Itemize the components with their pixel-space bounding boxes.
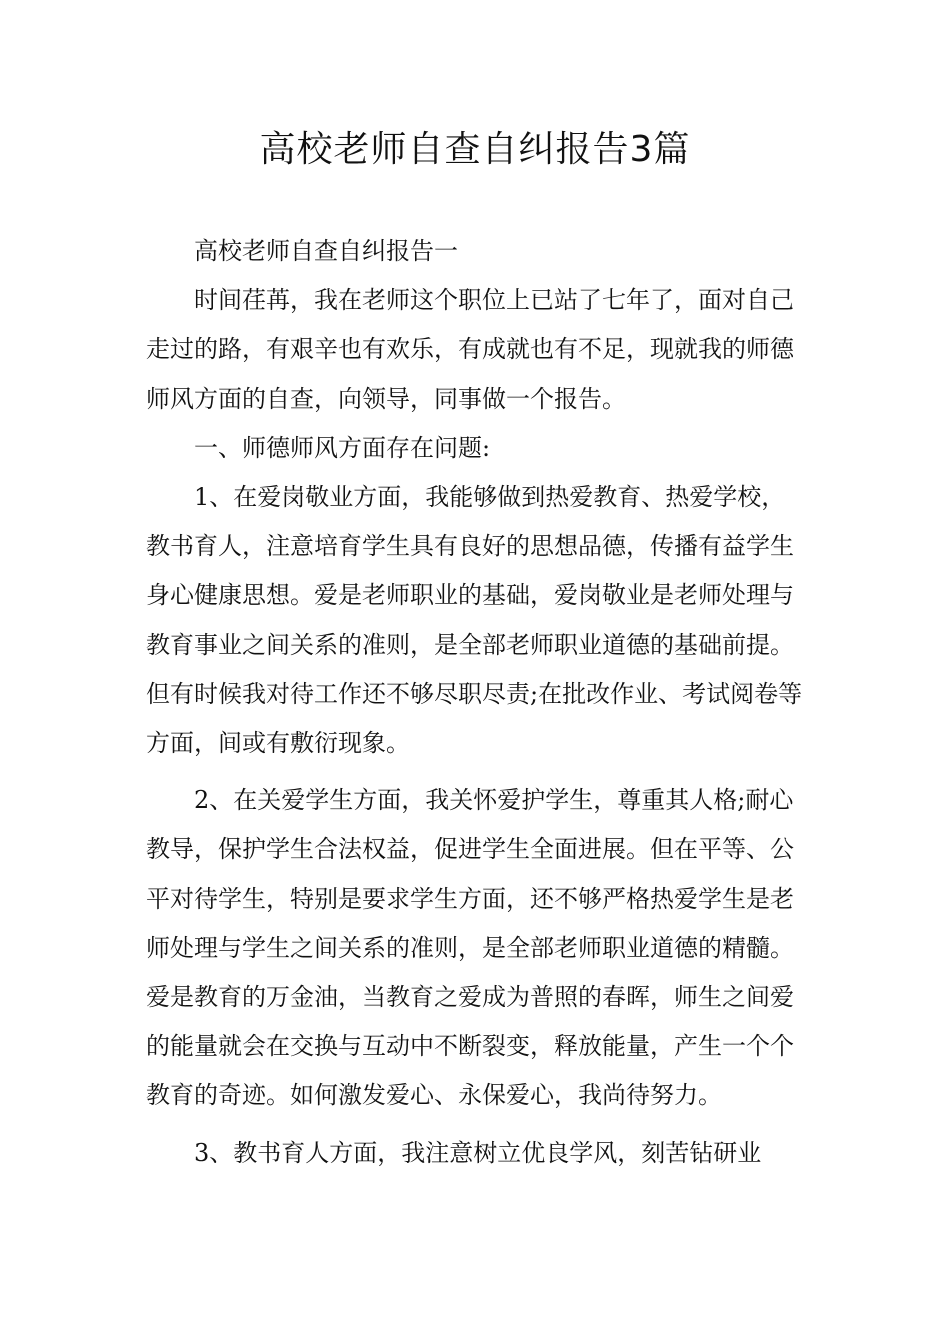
paragraph-item-1: 1、在爱岗敬业方面，我能够做到热爱教育、热爱学校，教书育人，注意培育学生具有良好的思想品德，传播有益学生身心健康思想。爱是老师职业的基础，爱岗敬业是老师处理与教育事业之间关系的准则，是全部老师职业道德的基础前提。但有时候我对待工作还不够尽职尽责;在批改作业、考试阅卷等方面，间或有敷衍现象。 — [146, 483, 803, 758]
paragraph-item-2: 2、在关爱学生方面，我关怀爱护学生，尊重其人格;耐心教导，保护学生合法权益，促进学生全面进展。但在平等、公平对待学生，特别是要求学生方面，还不够严格热爱学生是老师处理与学生之间关系的准则，是全部老师职业道德的精髓。爱是教育的万金油，当教育之爱成为普照的春晖，师生之间爱的能量就会在交换与互动中不断裂变，释放能量，产生一个个教育的奇迹。如何激发爱心、永保爱心，我尚待努力。 — [146, 786, 794, 1110]
document-title: 高校老师自查自纠报告3篇 — [259, 129, 691, 170]
intro-paragraph: 时间荏苒，我在老师这个职位上已站了七年了，面对自己走过的路，有艰辛也有欢乐，有成就也有不足，现就我的师德师风方面的自查，向领导，同事做一个报告。 — [146, 286, 794, 413]
paragraph-item-3: 3、教书育人方面，我注意树立优良学风，刻苦钻研业 — [194, 1138, 762, 1167]
document-body — [146, 227, 808, 1178]
problems-heading: 一、师德师风方面存在问题: — [194, 433, 491, 462]
section-heading: 高校老师自查自纠报告一 — [194, 237, 458, 265]
